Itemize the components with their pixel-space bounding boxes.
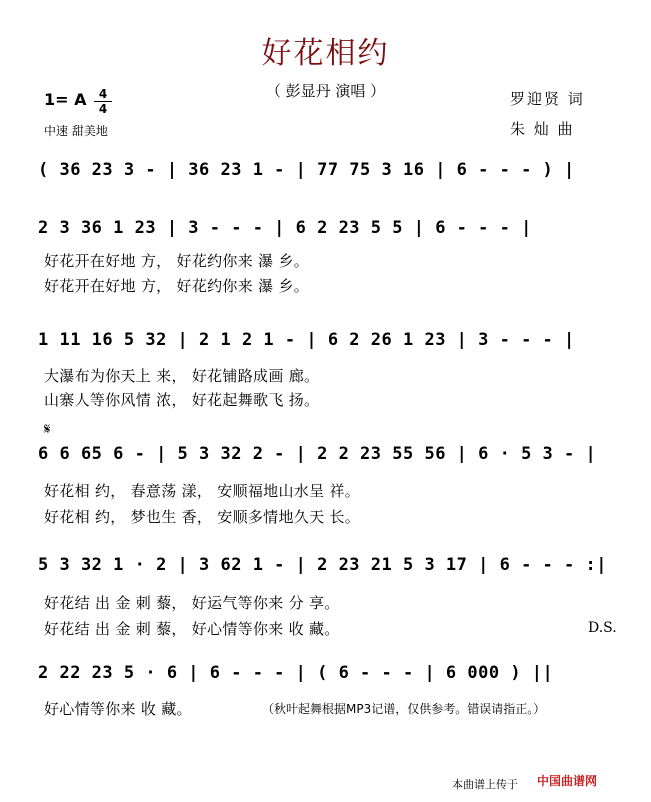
lyric-row-5-verse-1: 好花结 出 金 刺 藜， 好运气等你来 分 享。 [44,594,340,612]
segno-sign: 𝄋 [44,420,51,438]
lyric-row-2-verse-1: 好花开在好地 方， 好花约你来 瀑 乡。 [44,252,310,270]
lyric-row-4-verse-2: 好花相 约， 梦也生 香， 安顺多情地久天 长。 [44,508,361,526]
tempo-marking: 中速 甜美地 [44,124,108,138]
lyric-row-2-verse-2: 好花开在好地 方， 好花约你来 瀑 乡。 [44,277,310,295]
composer-credit: 朱 灿 曲 [510,120,575,138]
song-title: 好花相约 [261,36,390,71]
key-signature: 1= A [44,90,87,109]
notation-row-3: 1 11 16 5 32 | 2 1 2 1 - | 6 2 26 1 23 | 3 - - - | [38,330,575,350]
lyric-row-6: 好心情等你来 收 藏。 [44,700,192,718]
lyric-row-3-verse-1: 大瀑布为你天上 来， 好花铺路成画 廊。 [44,367,320,385]
site-logo-text: 中国曲谱网 [537,774,598,788]
lyric-row-4-verse-1: 好花相 约， 春意荡 漾， 安顺福地山水呈 祥。 [44,482,361,500]
notation-row-4: 6 6 65 6 - | 5 3 32 2 - | 2 2 23 55 56 | 6 · 5 3 - | [38,444,597,464]
lyric-row-3-verse-2: 山寨人等你风情 浓， 好花起舞歌飞 扬。 [44,391,320,409]
time-signature [94,88,112,115]
notation-row-1: ( 36 23 3 - | 36 23 1 - | 77 75 3 16 | 6 - - - ) | [38,160,575,180]
ds-marking: D.S. [588,620,617,636]
notation-row-2: 2 3 36 1 23 | 3 - - - | 6 2 23 5 5 | 6 - - - | [38,218,532,238]
notation-row-5: 5 3 32 1 · 2 | 3 62 1 - | 2 23 21 5 3 17 | 6 - - - :| [38,555,607,575]
upload-notice: 本曲谱上传于 [452,778,518,791]
time-signature-bottom: 4 [98,102,108,116]
site-logo[interactable] [537,772,597,789]
lyric-row-5-verse-2: 好花结 出 金 刺 藜， 好心情等你来 收 藏。 [44,620,340,638]
lyricist-credit: 罗迎贤 词 [510,90,585,108]
notation-row-6: 2 22 23 5 · 6 | 6 - - - | ( 6 - - - | 6 000 ) || [38,663,554,683]
performer-subtitle: （ 彭显丹 演唱 ） [265,82,386,100]
transcription-note: （秋叶起舞根据MP3记谱，仅供参考。错误请指正。） [262,702,546,716]
time-signature-top: 4 [98,87,108,101]
